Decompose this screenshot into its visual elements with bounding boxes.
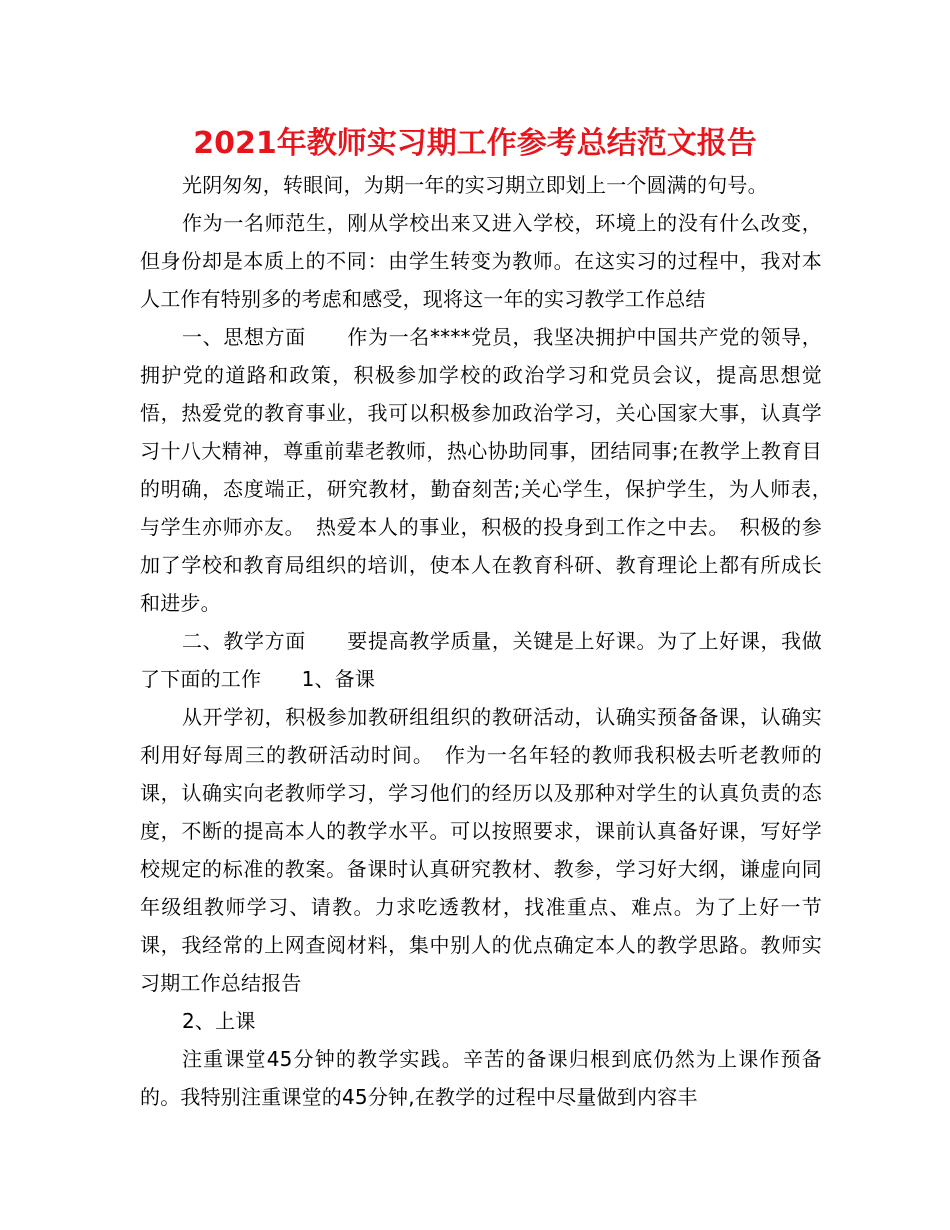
paragraph-class-heading: 2、上课: [182, 1009, 256, 1033]
paragraph-intro: 光阴匆匆，转眼间，为期一年的实习期立即划上一个圆满的句号。: [182, 173, 768, 197]
document-body: [140, 166, 843, 1116]
paragraph-teaching-heading: 二、教学方面 要提高教学质量，关键是上好课。为了上好课，我做了下面的工作 1、备课: [140, 629, 822, 691]
paragraph-lesson-prep: 从开学初，积极参加教研组组织的教研活动，认确实预备备课，认确实利用好每周三的教研活动时间。 作为一名年轻的教师我积极去听老教师的课，认确实向老教师学习，学习他们的经历以及那种对学生的认真负责的态度，不断的提高本人的教学水平。可以按照要求，课前认真备好课，写好学校规定的标准的教案。备课时认真研究教材、教参，学习好大纲，谦虚向同年级组教师学习、请教。力求吃透教材，找准重点、难点。为了上好一节课，我经常的上网查阅材料，集中别人的优点确定本人的教学思路。教师实习期工作总结报告: [140, 705, 822, 995]
document-title: 2021年教师实习期工作参考总结范文报告: [193, 126, 757, 161]
paragraph-class: 注重课堂45分钟的教学实践。辛苦的备课归根到底仍然为上课作预备的。我特别注重课堂的45分钟,在教学的过程中尽量做到内容丰: [140, 1047, 822, 1109]
paragraph-thought: 一、思想方面 作为一名****党员，我坚决拥护中国共产党的领导，拥护党的道路和政策，积极参加学校的政治学习和党员会议，提高思想觉悟，热爱党的教育事业，我可以积极参加政治学习，关心国家大事，认真学习十八大精神，尊重前辈老教师，热心协助同事，团结同事;在教学上教育目的明确，态度端正，研究教材，勤奋刻苦;关心学生，保护学生，为人师表， 与学生亦师亦友。 热爱本人的事业，积极的投身到工作之中去。 积极的参加了学校和教育局组织的培训，使本人在教育科研、教育理论上都有所成长和进步。: [140, 325, 843, 615]
paragraph-background: 作为一名师范生，刚从学校出来又进入学校，环境上的没有什么改变，但身份却是本质上的不同：由学生转变为教师。在这实习的过程中，我对本人工作有特别多的考虑和感受，现将这一年的实习教学工作总结: [140, 211, 822, 311]
